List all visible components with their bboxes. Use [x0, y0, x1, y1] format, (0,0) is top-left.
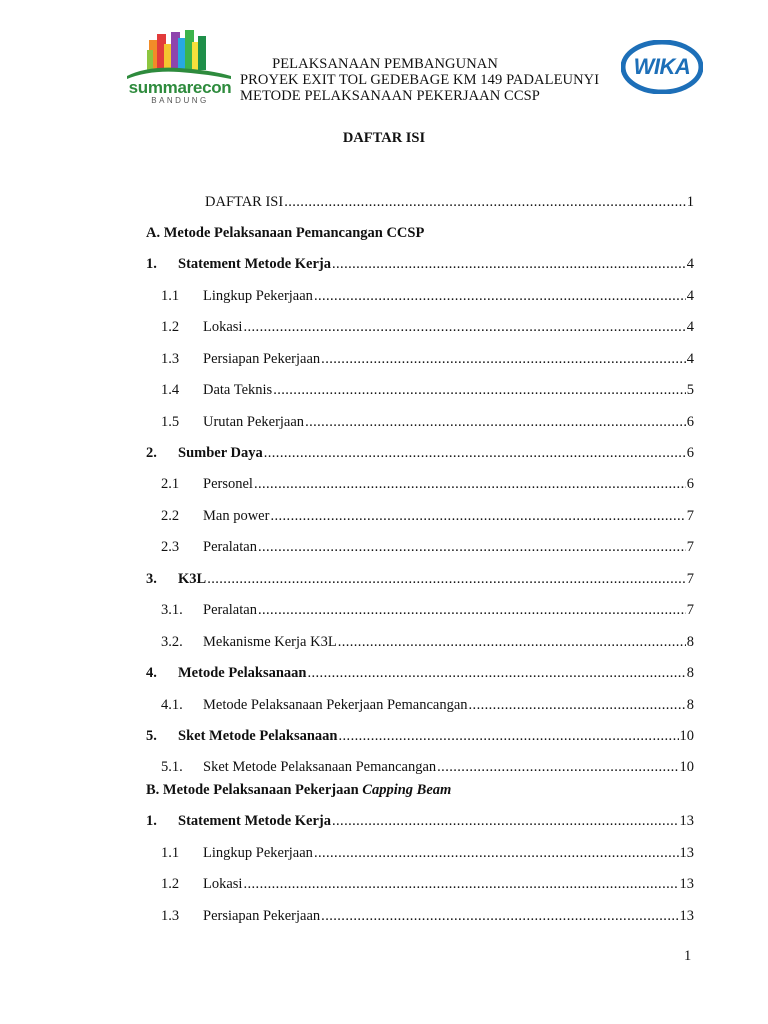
- toc-leader-dots: [437, 759, 678, 776]
- toc-entry[interactable]: [146, 288, 694, 308]
- toc-entry-page: 4: [686, 288, 694, 304]
- toc-entry-number: 4.1.: [161, 697, 183, 713]
- toc-leader-dots: [339, 728, 679, 745]
- document-header: [0, 0, 768, 120]
- toc-entry-daftar-isi[interactable]: [205, 194, 694, 214]
- toc-entry-page: 5: [686, 382, 694, 398]
- toc-entry-label: Lokasi: [203, 876, 243, 892]
- toc-leader-dots: [321, 351, 686, 368]
- toc-entry-page: 10: [679, 759, 694, 775]
- toc-entry-page: 13: [679, 813, 694, 829]
- toc-leader-dots: [258, 602, 686, 619]
- toc-entry-label: Lokasi: [203, 319, 243, 335]
- toc-entry-number: 1.3: [161, 908, 180, 924]
- toc-leader-dots: [314, 845, 679, 862]
- toc-entry-page: 6: [686, 445, 694, 461]
- toc-leader-dots: [307, 665, 685, 682]
- toc-entry-number: 1.2: [161, 876, 180, 892]
- toc-leader-dots: [469, 697, 686, 714]
- toc-entry-label: Man power: [203, 508, 270, 524]
- toc-entry-number: 1.1: [161, 845, 180, 861]
- toc-entry-label: Persiapan Pekerjaan: [203, 908, 321, 924]
- toc-entry-label: Statement Metode Kerja: [178, 256, 331, 272]
- toc-entry-page: 7: [686, 602, 694, 618]
- toc-entry-number: 1.4: [161, 382, 180, 398]
- toc-leader-dots: [258, 539, 686, 556]
- toc-entry[interactable]: [146, 876, 694, 896]
- toc-entry-page: 8: [686, 697, 694, 713]
- toc-entry-label: K3L: [178, 571, 207, 587]
- toc-entry[interactable]: [146, 445, 694, 465]
- toc-entry[interactable]: [146, 697, 694, 717]
- toc-entry[interactable]: [146, 665, 694, 685]
- section-b-heading-text: B. Metode Pelaksanaan Pekerjaan: [146, 782, 363, 798]
- toc-entry-label: Sket Metode Pelaksanaan: [178, 728, 338, 744]
- header-line-2: PROYEK EXIT TOL GEDEBAGE KM 149 PADALEUNYI: [240, 72, 600, 88]
- toc-entry-number: 2.1: [161, 476, 180, 492]
- toc-entry-label: Sket Metode Pelaksanaan Pemancangan: [203, 759, 437, 775]
- toc-entry-label: Lingkup Pekerjaan: [203, 288, 313, 304]
- toc-entry-number: 1.: [146, 813, 157, 829]
- toc-entry-page: 4: [686, 256, 694, 272]
- toc-entry-label: Personel: [203, 476, 253, 492]
- toc-entry-label: Persiapan Pekerjaan: [203, 351, 321, 367]
- toc-entry[interactable]: [146, 845, 694, 865]
- toc-entry-page: 4: [686, 319, 694, 335]
- toc-leader-dots: [207, 571, 686, 588]
- toc-entry-label: Metode Pelaksanaan Pekerjaan Pemancangan: [203, 697, 468, 713]
- toc-entry-label: Statement Metode Kerja: [178, 813, 331, 829]
- header-line-1: PELAKSANAAN PEMBANGUNAN: [272, 56, 498, 72]
- page-title: DAFTAR ISI: [342, 130, 426, 146]
- toc-entry-label: Metode Pelaksanaan: [178, 665, 307, 681]
- toc-entry-label: Lingkup Pekerjaan: [203, 845, 313, 861]
- toc-entry[interactable]: [146, 539, 694, 559]
- summarecon-logo: [127, 30, 233, 106]
- toc-entry-page: 13: [679, 908, 694, 924]
- toc-entry[interactable]: [146, 414, 694, 434]
- toc-entry[interactable]: [146, 813, 694, 833]
- toc-entry-label: Data Teknis: [203, 382, 273, 398]
- toc-entry-page: 7: [686, 508, 694, 524]
- header-title-block: [240, 56, 600, 104]
- toc-entry-page: 13: [679, 876, 694, 892]
- toc-entry-page: 8: [686, 665, 694, 681]
- toc-entry-page: 4: [686, 351, 694, 367]
- toc-entry-number: 5.1.: [161, 759, 183, 775]
- toc-entry[interactable]: [146, 602, 694, 622]
- toc-leader-dots: [264, 445, 686, 462]
- toc-entry-number: 1.3: [161, 351, 180, 367]
- toc-leader-dots: [243, 876, 678, 893]
- section-a-heading: A. Metode Pelaksanaan Pemancangan CCSP: [146, 225, 425, 241]
- toc-entry-number: 3.: [146, 571, 157, 587]
- toc-entry-number: 4.: [146, 665, 157, 681]
- toc-leader-dots: [273, 382, 686, 399]
- toc-entry-page: 7: [686, 571, 694, 587]
- toc-entry[interactable]: [146, 319, 694, 339]
- wika-wordmark: WIKA: [633, 54, 691, 79]
- toc-entry-page: 6: [686, 476, 694, 492]
- toc-entry-page: 6: [686, 414, 694, 430]
- toc-leader-dots: [284, 194, 686, 211]
- summarecon-wordmark: summarecon: [128, 78, 232, 97]
- toc-entry-number: 1.: [146, 256, 157, 272]
- toc-leader-dots: [338, 634, 686, 651]
- wika-logo: [621, 40, 703, 94]
- toc-entry-label: DAFTAR ISI: [205, 194, 284, 210]
- toc-entry-page: 13: [679, 845, 694, 861]
- toc-entry-page: 7: [686, 539, 694, 555]
- toc-entry[interactable]: [146, 571, 694, 591]
- toc-entry-number: 2.3: [161, 539, 180, 555]
- toc-entry[interactable]: [146, 508, 694, 528]
- toc-leader-dots: [243, 319, 685, 336]
- toc-entry-number: 2.2: [161, 508, 180, 524]
- toc-entry-number: 3.2.: [161, 634, 183, 650]
- toc-entry[interactable]: [146, 351, 694, 371]
- toc-entry-number: 1.1: [161, 288, 180, 304]
- toc-entry-page: 10: [679, 728, 694, 744]
- toc-entry-number: 3.1.: [161, 602, 183, 618]
- toc-entry-page: 1: [686, 194, 694, 210]
- toc-entry[interactable]: [146, 728, 694, 748]
- toc-leader-dots: [270, 508, 685, 525]
- toc-entry-page: 8: [686, 634, 694, 650]
- toc-entry[interactable]: [146, 256, 694, 276]
- toc-entry[interactable]: [146, 476, 694, 496]
- page-number: 1: [684, 948, 692, 964]
- section-b-heading: [146, 782, 451, 799]
- toc-leader-dots: [332, 813, 679, 830]
- toc-entry-number: 1.2: [161, 319, 180, 335]
- toc-entry[interactable]: [146, 908, 694, 928]
- toc-leader-dots: [314, 288, 686, 305]
- toc-entry[interactable]: [146, 634, 694, 654]
- toc-entry-number: 2.: [146, 445, 157, 461]
- toc-entry-number: 5.: [146, 728, 157, 744]
- toc-leader-dots: [305, 414, 686, 431]
- summarecon-subtext: BANDUNG: [151, 96, 209, 105]
- toc-entry-label: Mekanisme Kerja K3L: [203, 634, 337, 650]
- section-b-heading-italic: Capping Beam: [362, 782, 452, 798]
- toc-entry[interactable]: [146, 759, 694, 779]
- header-line-3: METODE PELAKSANAAN PEKERJAAN CCSP: [240, 88, 540, 104]
- toc-entry[interactable]: [146, 382, 694, 402]
- toc-leader-dots: [332, 256, 686, 273]
- toc-entry-label: Sumber Daya: [178, 445, 263, 461]
- toc-leader-dots: [254, 476, 686, 493]
- toc-entry-label: Urutan Pekerjaan: [203, 414, 305, 430]
- toc-entry-number: 1.5: [161, 414, 180, 430]
- toc-entry-label: Peralatan: [203, 602, 257, 618]
- toc-entry-label: Peralatan: [203, 539, 257, 555]
- toc-leader-dots: [321, 908, 678, 925]
